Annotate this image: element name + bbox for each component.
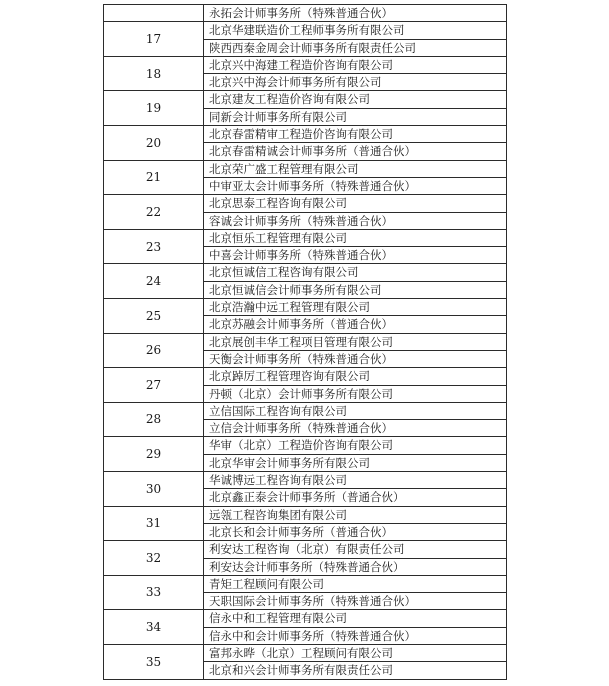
group-number-cell: 35: [104, 644, 204, 679]
table-row: [104, 5, 507, 22]
group-number-cell: 33: [104, 575, 204, 610]
group-number-cell: 30: [104, 472, 204, 507]
group-number-cell: 24: [104, 264, 204, 299]
firm-name-cell: 北京踔厉工程管理咨询有限公司: [204, 368, 507, 385]
table-row: [104, 126, 507, 143]
firm-name-cell: 立信会计师事务所（特殊普通合伙）: [204, 420, 507, 437]
firm-name-cell: 立信国际工程咨询有限公司: [204, 402, 507, 419]
group-number-cell: 32: [104, 541, 204, 576]
firm-name-cell: 容诚会计师事务所（特殊普通合伙）: [204, 212, 507, 229]
firm-name-cell: 北京荣广盛工程管理有限公司: [204, 160, 507, 177]
table-row: [104, 506, 507, 523]
table-row: [104, 368, 507, 385]
table-row: [104, 333, 507, 350]
table-row: [104, 402, 507, 419]
group-number-cell: 21: [104, 160, 204, 195]
table-row: [104, 541, 507, 558]
firm-name-cell: 北京鑫正泰会计师事务所（普通合伙）: [204, 489, 507, 506]
group-number-cell: 23: [104, 229, 204, 264]
group-number-cell: 28: [104, 402, 204, 437]
group-number-cell: 22: [104, 195, 204, 230]
table-row: [104, 575, 507, 592]
firm-table-body: [104, 5, 507, 680]
group-number-cell: 25: [104, 299, 204, 334]
firm-name-cell: 利安达工程咨询（北京）有限责任公司: [204, 541, 507, 558]
number-cell-continued: [104, 5, 204, 22]
group-number-cell: 20: [104, 126, 204, 161]
firm-name-cell: 富邦永晔（北京）工程顾问有限公司: [204, 644, 507, 661]
table-row: [104, 160, 507, 177]
table-row: [104, 610, 507, 627]
table-row: [104, 195, 507, 212]
firm-name-cell: 北京思泰工程咨询有限公司: [204, 195, 507, 212]
firm-name-cell: 北京春雷精审工程造价咨询有限公司: [204, 126, 507, 143]
table-row: [104, 56, 507, 73]
firm-name-cell: 北京长和会计师事务所（普通合伙）: [204, 523, 507, 540]
firm-name-cell: 陕西西秦金周会计师事务所有限责任公司: [204, 39, 507, 56]
firm-name-cell: 天职国际会计师事务所（特殊普通合伙）: [204, 593, 507, 610]
firm-name-cell: 北京春雷精诚会计师事务所（普通合伙）: [204, 143, 507, 160]
group-number-cell: 31: [104, 506, 204, 541]
firm-name-cell: 北京苏融会计师事务所（普通合伙）: [204, 316, 507, 333]
firm-name-cell: 北京浩瀚中远工程管理有限公司: [204, 299, 507, 316]
firm-name-cell: 北京和兴会计师事务所有限责任公司: [204, 662, 507, 679]
firm-name-cell: 青矩工程顾问有限公司: [204, 575, 507, 592]
firm-name-cell: 北京建友工程造价咨询有限公司: [204, 91, 507, 108]
firm-name-cell: 同新会计师事务所有限公司: [204, 108, 507, 125]
table-row: [104, 91, 507, 108]
firm-name-cell: 北京兴中海建工程造价咨询有限公司: [204, 56, 507, 73]
firm-name-cell: 北京华建联造价工程师事务所有限公司: [204, 22, 507, 39]
firm-pair-table: [103, 4, 507, 680]
table-row: [104, 299, 507, 316]
firm-name-cell: 天衡会计师事务所（特殊普通合伙）: [204, 350, 507, 367]
firm-name-cell: 北京展创丰华工程项目管理有限公司: [204, 333, 507, 350]
table-row: [104, 229, 507, 246]
firm-name-cell: 丹顿（北京）会计师事务所有限公司: [204, 385, 507, 402]
firm-name-cell: 信永中和会计师事务所（特殊普通合伙）: [204, 627, 507, 644]
firm-name-cell: 永拓会计师事务所（特殊普通合伙）: [204, 5, 507, 22]
firm-name-cell: 中审亚太会计师事务所（特殊普通合伙）: [204, 177, 507, 194]
firm-name-cell: 北京恒乐工程管理有限公司: [204, 229, 507, 246]
table-row: [104, 472, 507, 489]
firm-name-cell: 北京兴中海会计师事务所有限公司: [204, 74, 507, 91]
group-number-cell: 26: [104, 333, 204, 368]
table-row: [104, 644, 507, 661]
table-row: [104, 264, 507, 281]
table-row: [104, 22, 507, 39]
firm-name-cell: 利安达会计师事务所（特殊普通合伙）: [204, 558, 507, 575]
firm-name-cell: 北京恒诚信会计师事务所有限公司: [204, 281, 507, 298]
firm-name-cell: 北京恒诚信工程咨询有限公司: [204, 264, 507, 281]
firm-name-cell: 远瓴工程咨询集团有限公司: [204, 506, 507, 523]
group-number-cell: 18: [104, 56, 204, 91]
firm-name-cell: 华诚博远工程咨询有限公司: [204, 472, 507, 489]
group-number-cell: 34: [104, 610, 204, 645]
group-number-cell: 27: [104, 368, 204, 403]
group-number-cell: 17: [104, 22, 204, 57]
firm-name-cell: 中喜会计师事务所（特殊普通合伙）: [204, 247, 507, 264]
group-number-cell: 19: [104, 91, 204, 126]
firm-name-cell: 华审（北京）工程造价咨询有限公司: [204, 437, 507, 454]
group-number-cell: 29: [104, 437, 204, 472]
firm-name-cell: 信永中和工程管理有限公司: [204, 610, 507, 627]
table-row: [104, 437, 507, 454]
firm-name-cell: 北京华审会计师事务所有限公司: [204, 454, 507, 471]
